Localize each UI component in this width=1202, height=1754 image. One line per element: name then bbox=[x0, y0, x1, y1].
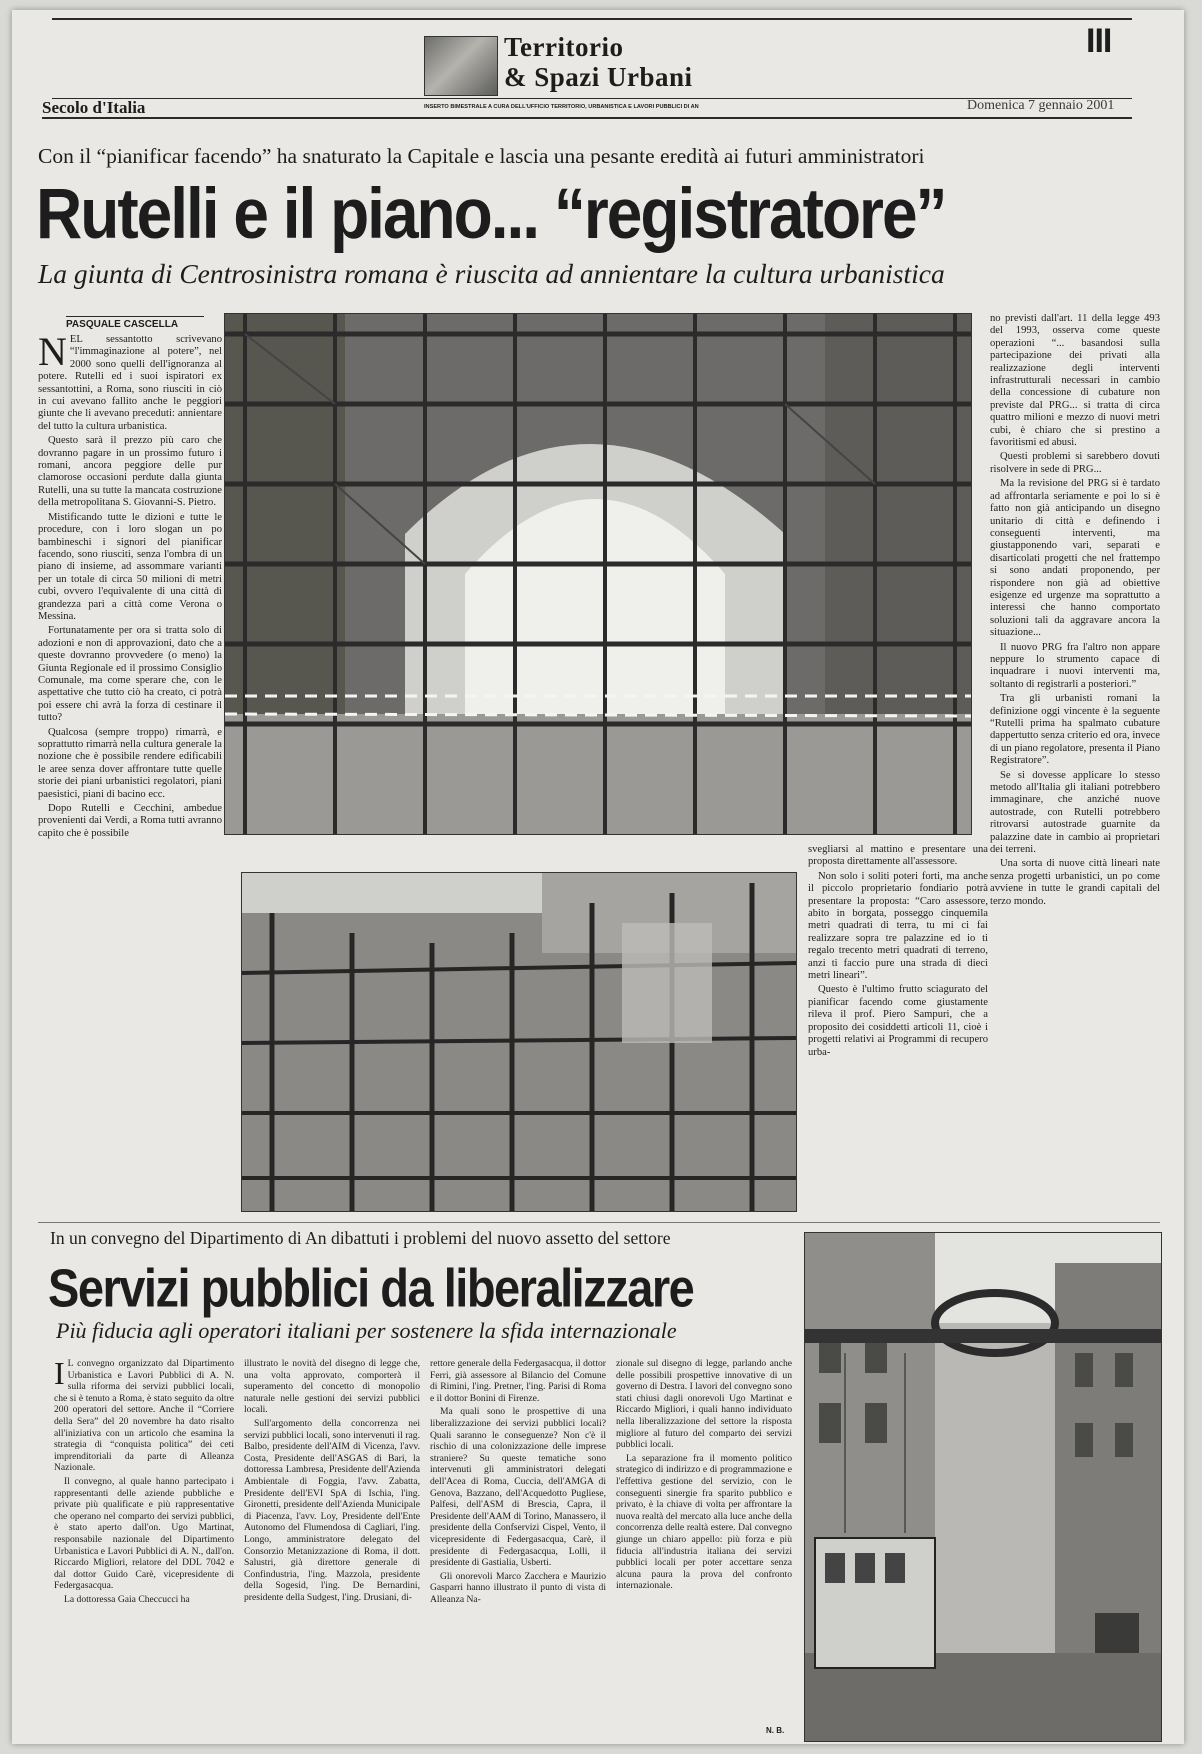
masthead-logo-icon bbox=[424, 36, 498, 96]
article1-byline: PASQUALE CASCELLA bbox=[66, 319, 179, 330]
article1-paragraph: no previsti dall'art. 11 della legge 493 del 1993, osserva come queste operazioni “... basandosi sulla partecipazione dei privati alla realizzazione degli interventi infrastrutturali necessari in cambio della concessione di cubature non previste dal PRG... si tratta di circa quattro milioni e mezzo di nuovi metri cubi, è chiaro che si prestino a favoritismi ed abusi. bbox=[990, 313, 1160, 449]
article2-column-2 bbox=[244, 1358, 420, 1738]
article1-paragraph: Se si dovesse applicare lo stesso metodo all'Italia gli italiani potrebbero immaginare, che anziché nuove autostrade, con Rutelli potrebbero ritrovarsi autostrade guarnite da palazzine date in cambio ai proprietari dei terreni. bbox=[990, 769, 1160, 856]
article1-paragraph: Questo sarà il prezzo più caro che dovranno pagare in un prossimo futuro i romani, ancora peggiore delle pur clamorose occasioni perdute dalla giunta Rutelli, una su tutte la mancata costruzione della metropolitana S. Giovanni-S. Pietro. bbox=[38, 435, 222, 509]
top-rule bbox=[52, 18, 1132, 20]
page-number: III bbox=[1086, 22, 1112, 60]
article1-subhead: La giunta di Centrosinistra romana è riuscita ad annientare la cultura urbanistica bbox=[38, 258, 945, 289]
masthead-tagline: INSERTO BIMESTRALE A CURA DELL'UFFICIO TERRITORIO, URBANISTICA E LAVORI PUBBLICI DI AN bbox=[424, 104, 699, 110]
scaffolding-arch-photo bbox=[224, 313, 972, 835]
article2-paragraph: Ma quali sono le prospettive di una liberalizzazione dei servizi pubblici locali? Quali saranno le conseguenze? Non c'è il rischio di una colonizzazione delle imprese straniere? Su queste tematiche sono intervenuti gli amministratori delegati dell'Acea di Roma, Cuccia, dell'AMGA di Genova, Bazzano, dell'Acquedotto Pugliese, Palfesi, dell'ASM di Brescia, Capra, il Presidente dell'AAM di Torino, Manassero, il presidente della Confservizi Cispel, Vento, il vicepresidente di Federgasacqua, Carè, il presidente di Federgasacqua, Lolli, il presidente di Gastialia, Usberti. bbox=[430, 1406, 606, 1569]
article2-paragraph: Gli onorevoli Marco Zacchera e Maurizio Gasparri hanno illustrato il punto di vista di Alleanza Na- bbox=[430, 1570, 606, 1605]
newspaper-page bbox=[12, 10, 1184, 1744]
article1-paragraph: Fortunatamente per ora si tratta solo di adozioni e non di approvazioni, dato che a queste dovranno provvedere (o meno) la Giunta Regionale ed il prossimo Consiglio Comunale, ma come sperare che, con le aspettative che tutto ciò ha creato, ci potrà poi essere chi avrà la forza di cestinare il tutto? bbox=[38, 625, 222, 724]
article1-column-3 bbox=[990, 313, 1160, 1210]
article2-column-4 bbox=[616, 1358, 792, 1724]
article1-paragraph: Dopo Rutelli e Cecchini, ambedue provenienti dai Verdi, a Roma tutti avranno capito che è possibile bbox=[38, 803, 222, 839]
article1-paragraph: Tra gli urbanisti romani la definizione oggi vincente è la seguente “Rutelli prima ha spalmato cubature dappertutto senza criterio ed ora, invece di un piano regolatore, presenta il Piano Registratore”. bbox=[990, 693, 1160, 767]
tram-street-photo bbox=[804, 1232, 1162, 1742]
article2-paragraph: La dottoressa Gaia Checcucci ha bbox=[64, 1593, 190, 1605]
article1-column-1 bbox=[38, 334, 222, 1210]
article2-paragraph: illustrato le novità del disegno di legge che, una volta approvato, comporterà il superamento del concetto di monopolio naturale nelle gestioni dei servizi pubblici locali. bbox=[244, 1358, 420, 1416]
article1-paragraph: Non solo i soliti poteri forti, ma anche il piccolo proprietario fondiario potrà presentare la proposta: “Caro assessore, abito in borgata, posseggo cinquemila metri quadrati di terra, tu mi ci fai realizzare sopra tre palazzine ed io ti regalo trecento metri quadrati di terreno, anzi ti faccio pure una strada di dieci metri lineari”. bbox=[808, 870, 988, 982]
article1-paragraph: EL sessantotto scrivevano “l'immaginazione al potere”, nel 2000 sono quelli dell'ignoranza al potere. Rutelli ed i suoi ispiratori ex sessantottini, a Roma, sono riusciti in ciò in cui avevano fallito anche le peggiori giunte che li avevano preceduti: annientare del tutto la cultura urbanistica. bbox=[38, 334, 222, 432]
article2-column-1 bbox=[54, 1358, 234, 1738]
article2-paragraph: L convegno organizzato dal Dipartimento Urbanistica e Lavori Pubblici di A. N. sulla riforma dei servizi pubblici locali, che si è tenuto a Roma, è stato seguito da oltre 200 operatori del settore. Anche il “Corriere della Sera” del 20 novembre ha dato risalto all'iniziativa con un articolo che esamina la strategia di “conquista politica” dei ceti imprenditoriali da parte di Alleanza Nazionale. bbox=[54, 1358, 234, 1474]
article1-paragraph: Questi problemi si sarebbero dovuti risolvere in sede di PRG... bbox=[990, 451, 1160, 475]
masthead-bottom-rule bbox=[42, 117, 1132, 119]
section-title-line2: & Spazi Urbani bbox=[504, 62, 693, 92]
article1-headline: Rutelli e il piano... “registratore” bbox=[36, 173, 946, 254]
article2-paragraph: La separazione fra il momento politico strategico di indirizzo e di programmazione e l'effettiva gestione del servizio, con le conseguenti sinergie fra sparito pubblico e privato, è la chiave di volta per affrontare la nuova realtà del mercato alla luce anche della concorrenza delle realtà estere. Dal convegno giunge un chiaro appello: più forza e più fiducia all'industria italiana dei servizi pubblici locali per poter accettare senza alcuna paura la prova del confronto internazionale. bbox=[616, 1452, 792, 1592]
article1-paragraph: Qualcosa (sempre troppo) rimarrà, e soprattutto rimarrà nella cultura generale la nozione che è possibile rendere edificabili le aree senza dover affrontare tutte quelle storie dei piani urbanistici regolatori, piani paesistici, piani di bacino ecc. bbox=[38, 726, 222, 800]
byline-rule bbox=[66, 316, 204, 317]
article2-subhead: Più fiducia agli operatori italiani per sostenere la sfida internazionale bbox=[56, 1318, 677, 1343]
article2-column-3 bbox=[430, 1358, 606, 1738]
article2-signature: N. B. bbox=[766, 1726, 785, 1735]
article2-kicker: In un convegno del Dipartimento di An dibattuti i problemi del nuovo assetto del settore bbox=[50, 1228, 671, 1248]
article1-paragraph: Mistificando tutte le dizioni e tutte le procedure, con i loro slogan un po bambineschi i signori del pianificar facendo, sono riusciti, senza l'ombra di un piano di insieme, ad assommare varianti per un totale di circa 50 milioni di metri cubi, ovvero l'equivalente di una città di grandezza pari a città come Verona o Messina. bbox=[38, 511, 222, 622]
drop-cap: N bbox=[38, 334, 67, 374]
article1-kicker: Con il “pianificar facendo” ha snaturato la Capitale e lascia una pesante eredità ai futuri amministratori bbox=[38, 144, 925, 168]
article1-paragraph: Ma la revisione del PRG si è tardato ad affrontarla seriamente e poi lo si è fatto non già anticipando un disegno unitario di città e definendo i conseguenti interventi, ma giustapponendo vari, separati e disarticolati progetti che nel frattempo si sono andati proponendo, per rispondere non già ad obiettive esigenze ed urgenze ma soprattutto a interessi che hanno comportato soluzioni tali da aggravare ancora la situazione... bbox=[990, 478, 1160, 639]
article-divider bbox=[38, 1222, 1160, 1223]
newspaper-name: Secolo d'Italia bbox=[42, 98, 146, 117]
article1-paragraph: Questo è l'ultimo frutto sciagurato del pianificar facendo come giustamente rileva il prof. Piero Sampuri, che a proposito dei cosiddetti articoli 11, cioè i progetti relativi ai Programmi di recupero urba- bbox=[808, 984, 988, 1058]
article2-headline: Servizi pubblici da liberalizzare bbox=[48, 1257, 694, 1319]
article1-paragraph: svegliarsi al mattino e presentare una proposta direttamente all'assessore. bbox=[808, 844, 988, 868]
article1-paragraph: Il nuovo PRG fra l'altro non appare neppure lo strumento capace di inquadrare i nuovi interventi ma, soltanto di registrarli a posteriori.” bbox=[990, 641, 1160, 690]
article2-paragraph: Il convegno, al quale hanno partecipato i rappresentanti delle aziende pubbliche e private più qualificate e più rappresentative che operano nel comparto dei servizi pubblici, è stato aperto dall'on. Ugo Martinat, responsabile nazionale del Dipartimento Urbanistica e Lavori Pubblici di A. N., dall'on. Riccardo Migliori, relatore del DDL 7042 e dal dottor Guido Carè, vicepresidente di Federgasacqua. bbox=[54, 1475, 234, 1592]
article2-paragraph: Sull'argomento della concorrenza nei servizi pubblici locali, sono intervenuti il rag. Balbo, presidente dell'AIM di Vicenza, l'avv. Costa, Presidente dell'ASGAS di Bari, la dottoressa Lambresa, Presidente dell'Azienda Ambientale di Foggia, l'avv. Zabatta, Presidente dell'EVI SpA di Ischia, l'ing. Gironetti, presidente dell'Azienda Municipale di Piacenza, l'avv. Loy, Presidente dell'Ente Autonomo del Flumendosa di Cagliari, l'ing. Longo, amministratore delegato del Consorzio Metanizzazione di Roma, il dott. Salustri, già direttore generale di Confindustria, l'ing. Mazzola, presidente della Sogesid, l'ing. De Bernardini, presidente della Sudgest, l'ing. Drusiani, di- bbox=[244, 1417, 420, 1603]
section-title-line1: Territorio bbox=[504, 32, 624, 62]
article2-paragraph: rettore generale della Federgasacqua, il dottor Ferri, già assessore al Bilancio del Comune di Rimini, l'ing. Pretner, l'ing. Parisi di Roma e il dottor Bonini di Firenze. bbox=[430, 1358, 606, 1404]
article2-paragraph: zionale sul disegno di legge, parlando anche delle possibili prospettive innovative di un governo di Destra. I lavori del convegno sono stati chiusi dagli onorevoli Ugo Martinat e Riccardo Migliori, i quali hanno individuato nella liberalizzazione del settore la risposta migliore al futuro del comparto dei servizi pubblici locali. bbox=[616, 1358, 792, 1451]
issue-date: Domenica 7 gennaio 2001 bbox=[967, 98, 1115, 113]
article1-column-2 bbox=[808, 844, 988, 1210]
article1-paragraph: Una sorta di nuove città lineari nate senza progetti urbanistici, un po come avviene in tutte le grandi capitali del terzo mondo. bbox=[990, 858, 1160, 907]
drop-cap: I bbox=[54, 1358, 65, 1391]
construction-site-photo bbox=[241, 872, 797, 1212]
